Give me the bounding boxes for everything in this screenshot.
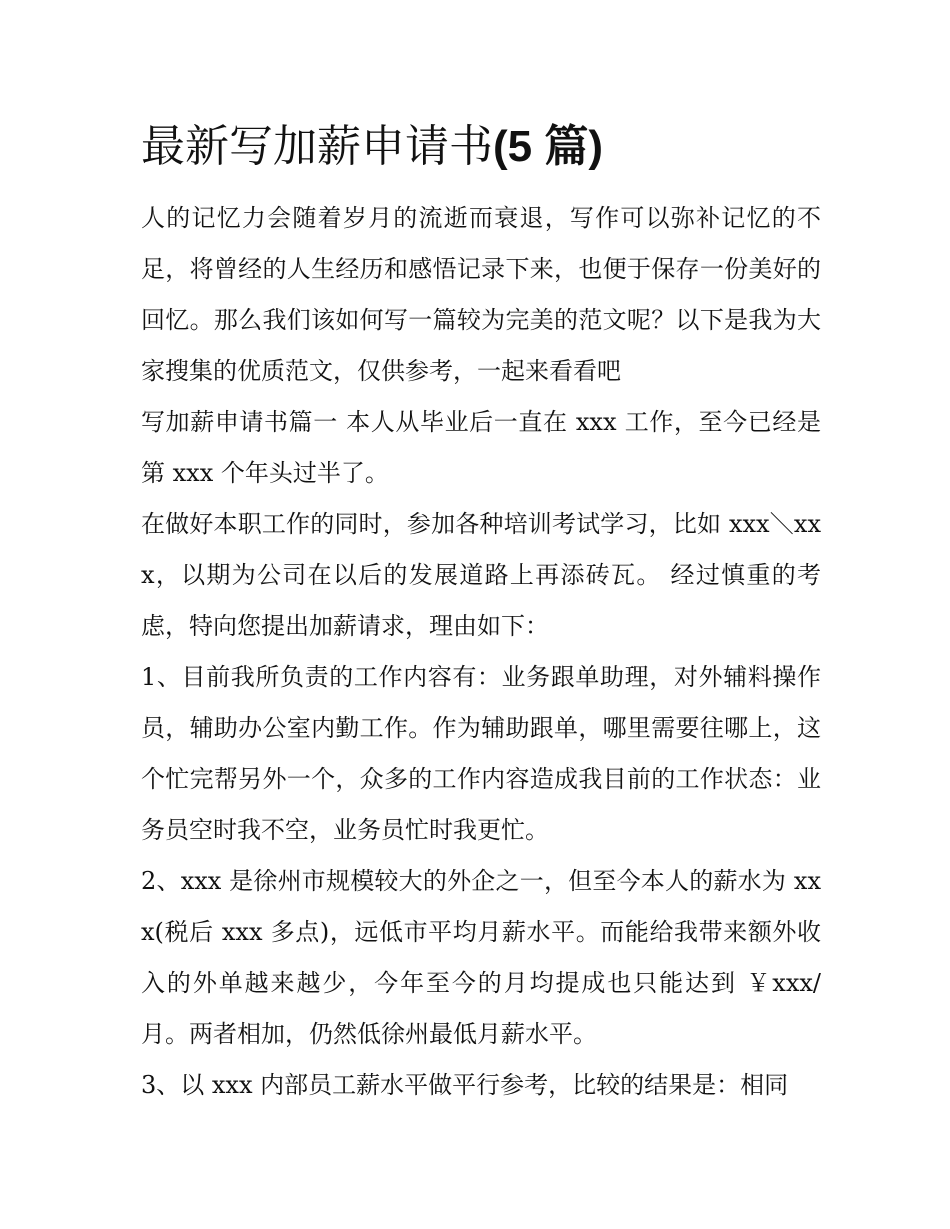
document-title	[141, 115, 821, 179]
paragraph-reason-3: 3、以 xxx 内部员工薪水平做平行参考，比较的结果是：相同	[141, 1071, 789, 1099]
paragraph-1: 写加薪申请书篇一 本人从毕业后一直在 xxx 工作，至今已经是第 xxx 个年头过半了。	[141, 408, 821, 487]
paragraph-2: 在做好本职工作的同时，参加各种培训考试学习，比如 xxx＼xxx，以期为公司在以后的发展道路上再添砖瓦。 经过慎重的考虑，特向您提出加薪请求，理由如下：	[141, 510, 821, 640]
paragraph-intro: 人的记忆力会随着岁月的流逝而衰退，写作可以弥补记忆的不足，将曾经的人生经历和感悟记录下来，也便于保存一份美好的回忆。那么我们该如何写一篇较为完美的范文呢？以下是我为大家搜集的优质范文，仅供参考，一起来看看吧	[141, 204, 821, 385]
document-body	[141, 115, 821, 1111]
title-main: 最新写加薪申请书	[141, 121, 493, 172]
paragraph-reason-1: 1、目前我所负责的工作内容有：业务跟单助理，对外辅料操作员，辅助办公室内勤工作。作为辅助跟单，哪里需要往哪上，这个忙完帮另外一个，众多的工作内容造成我目前的工作状态：业务员空时我不空，业务员忙时我更忙。	[141, 663, 821, 844]
paragraph-reason-2: 2、xxx 是徐州市规模较大的外企之一，但至今本人的薪水为 xxx(税后 xxx 多点)，远低市平均月薪水平。而能给我带来额外收入的外单越来越少，今年至今的月均提成也只能达到 ￥xxx/月。两者相加，仍然低徐州最低月薪水平。	[141, 867, 821, 1048]
title-suffix: (5 篇)	[493, 122, 603, 171]
